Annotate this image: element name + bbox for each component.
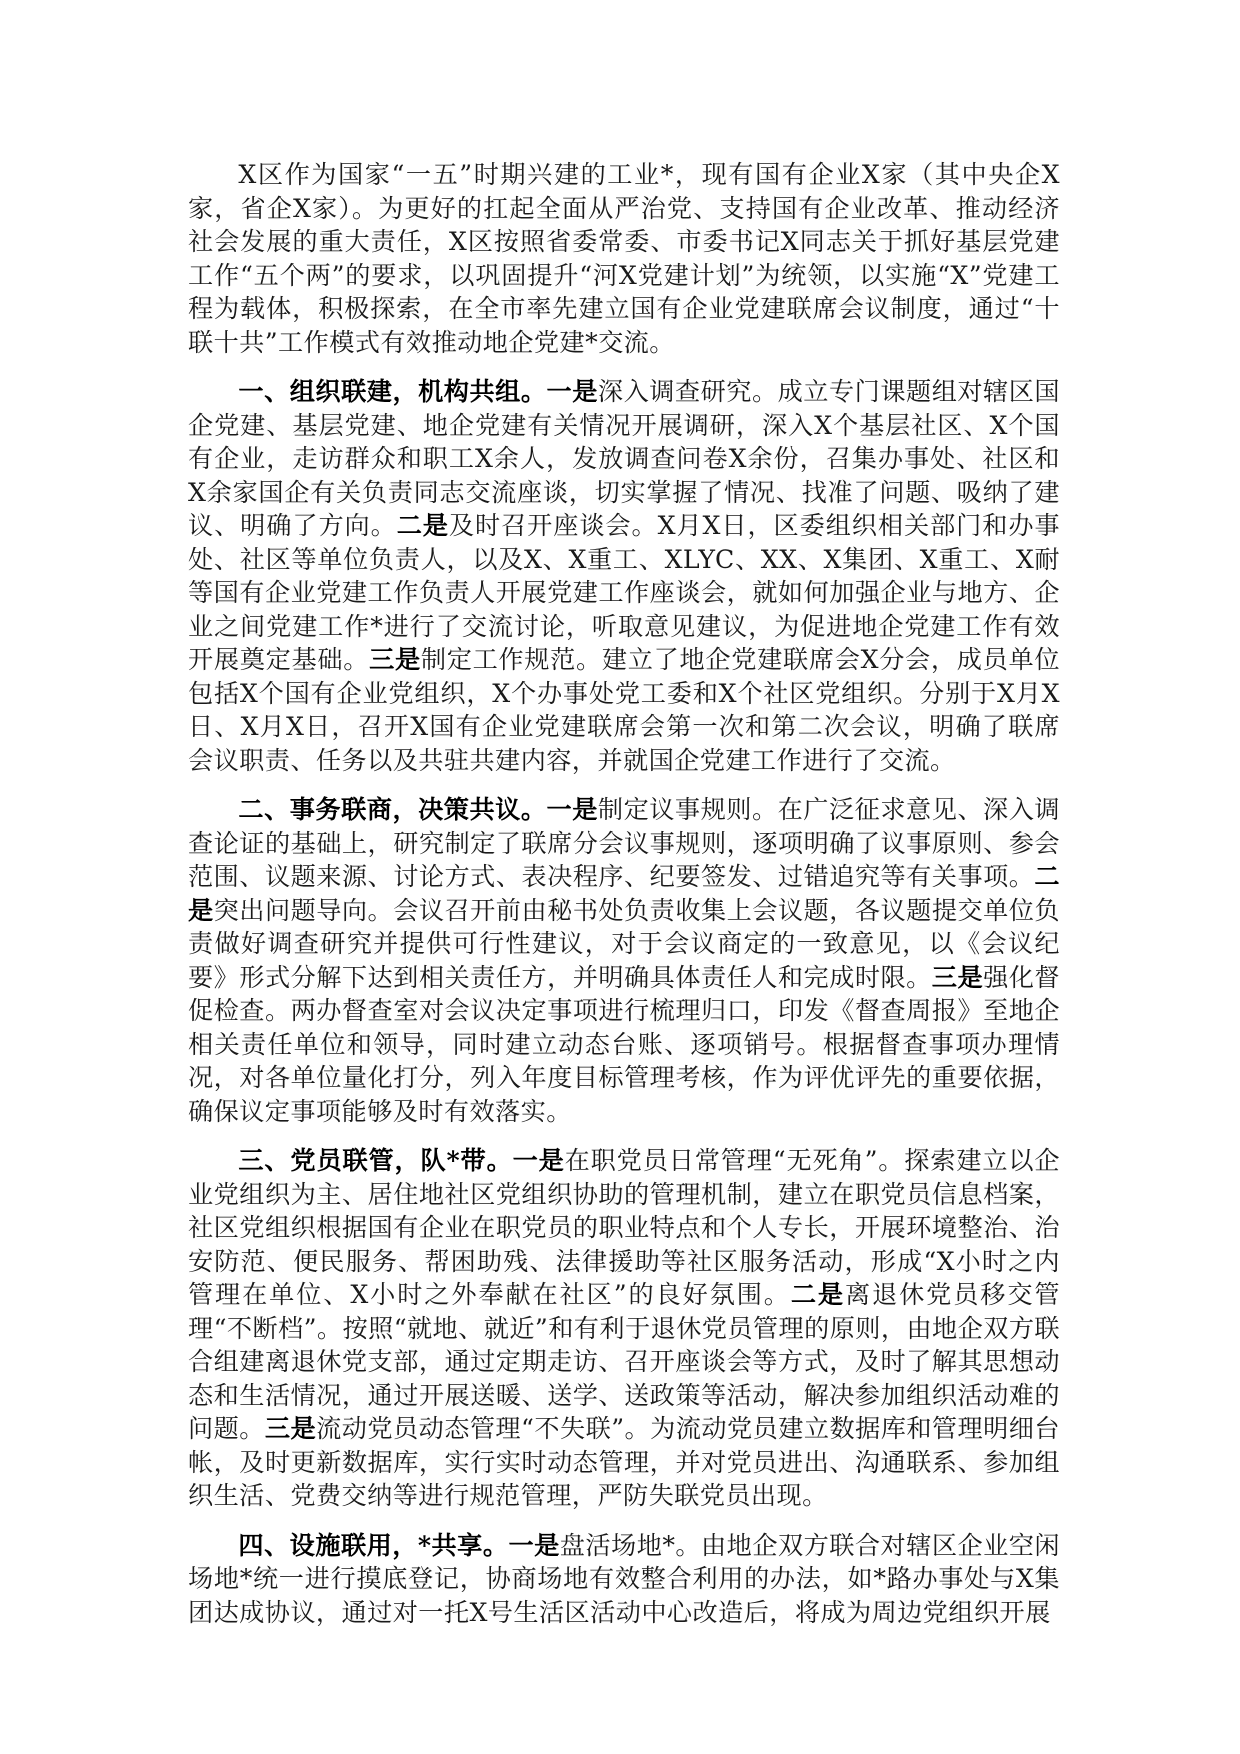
- run-in-heading: 三是: [931, 961, 984, 992]
- body-text: 强化督促检查。两办督查室对会议决定事项进行梳理归口，印发《督查周报》至地企相关责任单位和领导，同时建立动态台账、逐项销号。根据督查事项办理情况，对各单位量化打分，列入年度目标管理考核，作为评优评先的重要依据，确保议定事项能够及时有效落实。: [188, 962, 1060, 1126]
- body-text: 流动党员动态管理“不失联”。为流动党员建立数据库和管理明细台帐，及时更新数据库，实行实时动态管理，并对党员进出、沟通联系、参加组织生活、党费交纳等进行规范管理，严防失联党员出现。: [188, 1414, 1060, 1510]
- section-2-paragraph: [188, 793, 1060, 1128]
- run-in-heading: 三、党员联管，队*带。: [238, 1145, 513, 1175]
- section-3-paragraph: [188, 1144, 1060, 1513]
- run-in-heading: 一、组织联建，机构共组。: [238, 376, 547, 406]
- body-text: 深入调查研究。成立专门课题组对辖区国企党建、基层党建、地企党建有关情况开展调研，深入X个基层社区、X个国有企业，走访群众和职工X余人，发放调查问卷X余份，召集办事处、社区和X余家国企有关负责同志交流座谈，切实掌握了情况、找准了问题、吸纳了建议、明确了方向。: [188, 377, 1060, 540]
- run-in-heading: 三是: [264, 1413, 317, 1443]
- run-in-heading: 一是: [512, 1145, 565, 1175]
- document-page: [188, 158, 1060, 1629]
- run-in-heading: 二是: [396, 510, 449, 540]
- run-in-heading: 四、设施联用，*共享。: [238, 1529, 509, 1560]
- intro-paragraph: [188, 158, 1060, 359]
- body-text: X区作为国家“一五”时期兴建的工业*，现有国有企业X家（其中央企X家，省企X家）。为更好的扛起全面从严治党、支持国有企业改革、推动经济社会发展的重大责任，X区按照省委常委、市委书记X同志关于抓好基层党建工作“五个两”的要求，以巩固提升“河X党建计划”为统领，以实施“X”党建工程为载体，积极探索，在全市率先建立国有企业党建联席会议制度，通过“十联十共”工作模式有效推动地企党建*交流。: [188, 160, 1060, 357]
- body-text: 及时召开座谈会。X月X日，区委组织相关部门和办事处、社区等单位负责人，以及X、X重工、XLYC、XX、X集团、X重工、X耐等国有企业党建工作负责人开展党建工作座谈会，就如何加强企业与地方、企业之间党建工作*进行了交流讨论，听取意见建议，为促进地企党建工作有效开展奠定基础。: [188, 511, 1061, 674]
- body-text: 盘活场地*。由地企双方联合对辖区企业空闲场地*统一进行摸底登记，协商场地有效整合利用的办法，如*路办事处与X集团达成协议，通过对一托X号生活区活动中心改造后，将成为周边党组织开展: [188, 1530, 1060, 1627]
- run-in-heading: 二是: [188, 861, 1060, 925]
- run-in-heading: 三是: [369, 644, 421, 674]
- run-in-heading: 一是: [546, 376, 598, 406]
- body-text: 离退休党员移交管理“不断档”。按照“就地、就近”和有利于退休党员管理的原则，由地企双方联合组建离退休党支部，通过定期走访、召开座谈会等方式，及时了解其思想动态和生活情况，通过开展送暖、送学、送政策等活动，解决参加组织活动难的问题。: [188, 1280, 1060, 1443]
- section-1-paragraph: [188, 375, 1060, 777]
- body-text: 突出问题导向。会议召开前由秘书处负责收集上会议题，各议题提交单位负责做好调查研究并提供可行性建议，对于会议商定的一致意见，以《会议纪要》形式分解下达到相关责任方，并明确具体责任人和完成时限。: [188, 895, 1060, 992]
- body-text: 制定议事规则。在广泛征求意见、深入调查论证的基础上，研究制定了联席分会议事规则，逐项明确了议事原则、参会范围、议题来源、讨论方式、表决程序、纪要签发、过错追究等有关事项。: [188, 795, 1060, 891]
- body-text: 在职党员日常管理“无死角”。探索建立以企业党组织为主、居住地社区党组织协助的管理机制，建立在职党员信息档案，社区党组织根据国有企业在职党员的职业特点和个人专长，开展环境整治、治安防范、便民服务、帮困助残、法律援助等社区服务活动，形成“X小时之内管理在单位、X小时之外奉献在社区”的良好氛围。: [188, 1146, 1060, 1309]
- run-in-heading: 二是: [790, 1279, 845, 1309]
- run-in-heading: 二、事务联商，决策共议。: [238, 794, 547, 824]
- run-in-heading: 一是: [508, 1529, 560, 1560]
- body-text: 制定工作规范。建立了地企党建联席会X分会，成员单位包括X个国有企业党组织，X个办事处党工委和X个社区党组织。分别于X月X日、X月X日，召开X国有企业党建联席会第一次和第二次会议，明确了联席会议职责、任务以及共驻共建内容，并就国企党建工作进行了交流。: [188, 645, 1060, 775]
- section-4-paragraph: [188, 1529, 1060, 1630]
- run-in-heading: 一是: [546, 794, 598, 824]
